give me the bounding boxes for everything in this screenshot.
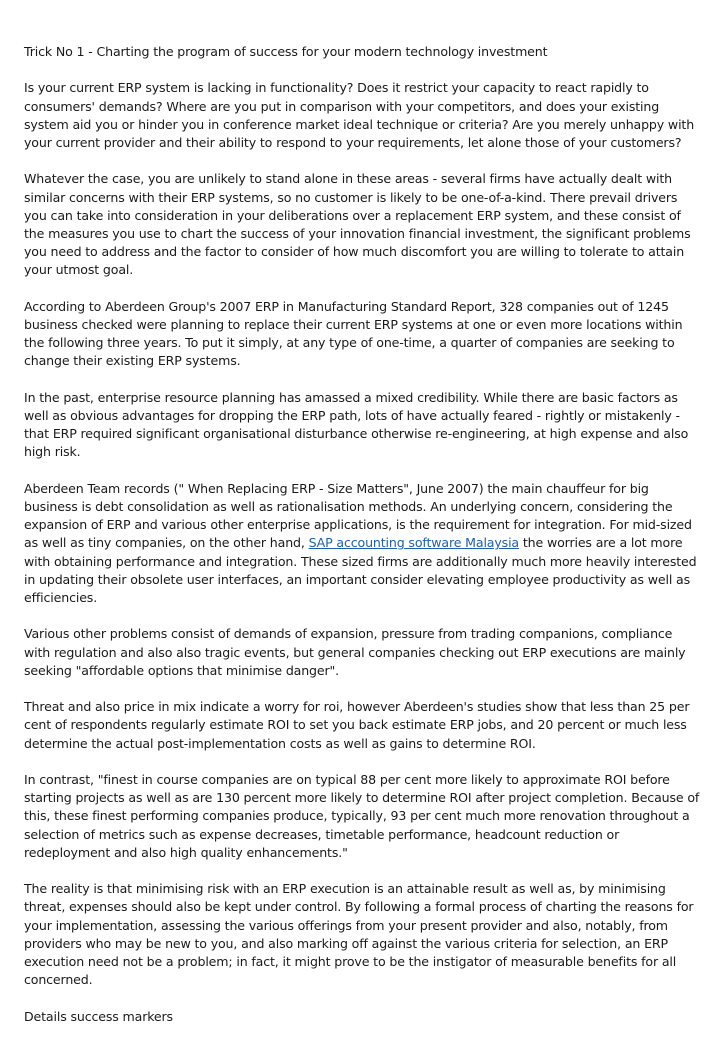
section-heading-success-markers: Details success markers [24,1008,173,1024]
paragraph-erp-credibility: In the past, enterprise resource planning has amassed a mixed credibility. While there are basic factors as well as obvious advantages for dropping the ERP path, lots of have actually feared - rightly or mistakenly - that ERP required significant organisational disturbance otherwise re-engineering, at high expense and also high risk. [24,389,689,460]
document-body [24,43,700,1044]
paragraph-minimising-risk: The reality is that minimising risk with an ERP execution is an attainable result as well as, by minimising threat, expenses should also be kept under control. By following a formal process of charting the reasons for your implementation, assessing the various offerings from your present provider and also, notably, from providers who may be new to you, and also marking off against the various criteria for selection, an ERP execution need not be a problem; in fact, it might prove to be the instigator of measurable benefits for all concerned. [24,881,694,988]
document-title: Trick No 1 - Charting the program of success for your modern technology investment [24,44,548,59]
paragraph-best-in-class: In contrast, "finest in course companies are on typical 88 per cent more likely to approximate ROI before starting projects as well as are 130 percent more likely to determine ROI after project completion. Because of this, these finest performing companies produce, typically, 93 per cent much more renovation throughout a selection of metrics such as expense decreases, timetable performance, headcount reduction or redeployment and also high quality enhancements." [24,772,700,860]
paragraph-aberdeen-report: According to Aberdeen Group's 2007 ERP in Manufacturing Standard Report, 328 companies out of 1245 business checked were planning to replace their current ERP systems at one or even more locations within the following three years. To put it simply, at any type of one-time, a quarter of companies are seeking to change their existing ERP systems. [24,298,683,369]
paragraph-size-matters [24,480,700,607]
paragraph-common-drivers: Whatever the case, you are unlikely to stand alone in these areas - several firms have actually dealt with similar concerns with their ERP systems, so no customer is likely to be one-of-a-kind. There prevail drivers you can take into consideration in your deliberations over a replacement ERP system, and these consist of the measures you use to chart the success of your innovation financial investment, the significant problems you need to address and the factor to consider of how much discomfort you are willing to tolerate to attain your utmost goal. [24,171,691,278]
paragraph-size-matters-text-2: the worries are a lot more with obtaining performance and integration. These sized firms are additionally much more heavily interested in updating their obsolete user interfaces, an important consider elevating employee productivity as well as efficiencies. [24,535,697,606]
sap-accounting-software-link[interactable]: SAP accounting software Malaysia [308,535,520,551]
paragraph-roi-threat: Threat and also price in mix indicate a worry for roi, however Aberdeen's studies show that less than 25 per cent of respondents regularly estimate ROI to set you back estimate ERP jobs, and 20 percent or much less determine the actual post-implementation costs as well as gains to determine ROI. [24,699,690,751]
paragraph-size-matters-text-1: Aberdeen Team records (" When Replacing ERP - Size Matters", June 2007) the main chauffeur for big business is debt consolidation as well as rationalisation methods. An underlying concern, considering the expansion of ERP and various other enterprise applications, is the requirement for integration. For mid-sized as well as tiny companies, on the other hand, [24,480,692,551]
paragraph-functionality: Is your current ERP system is lacking in functionality? Does it restrict your capacity to react rapidly to consumers' demands? Where are you put in comparison with your competitors, and does your existing system aid you or hinder you in conference market ideal technique or criteria? Are you merely unhappy with your current provider and their ability to respond to your requirements, let alone those of your customers? [24,80,695,150]
paragraph-other-problems: Various other problems consist of demands of expansion, pressure from trading companions, compliance with regulation and also also tragic events, but general companies checking out ERP executions are mainly seeking "affordable options that minimise danger". [24,626,686,678]
